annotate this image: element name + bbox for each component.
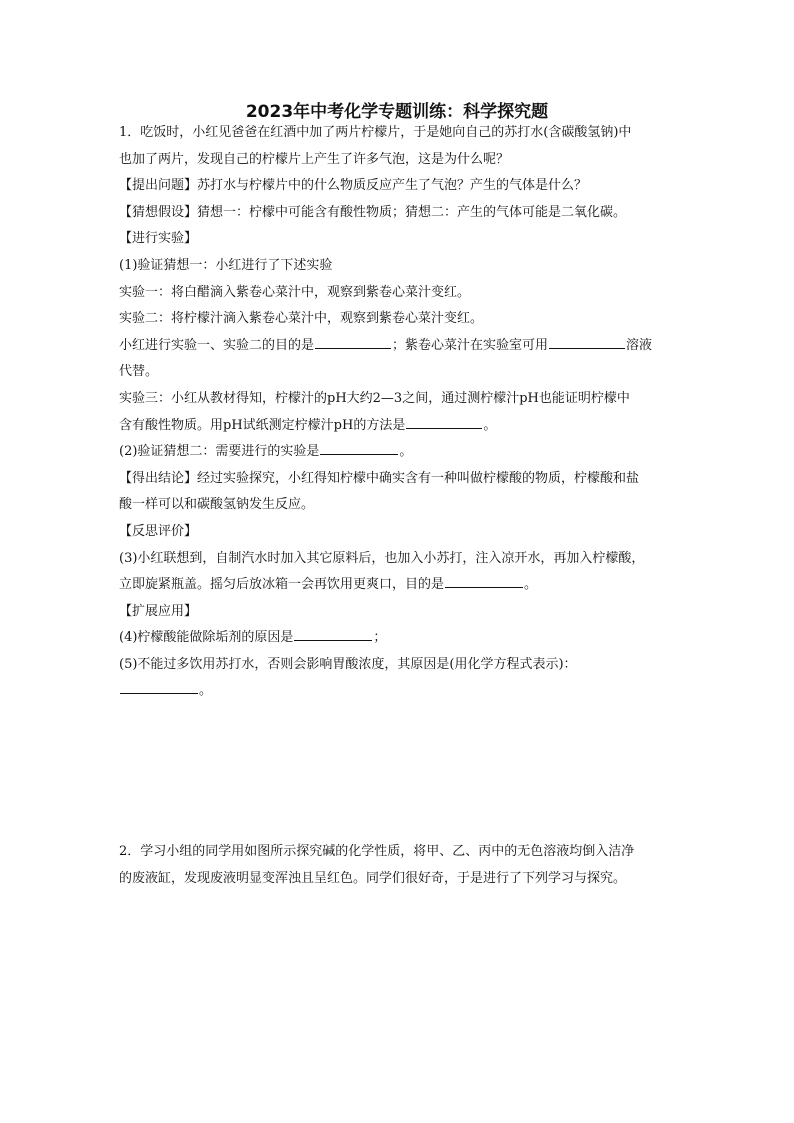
q1-line-9 xyxy=(119,333,681,360)
q1-line-9-text-c: 溶液 xyxy=(626,337,653,353)
q1-line-21: (5)不能过多饮用苏打水，否则会影响胃酸浓度，其原因是(用化学方程式表示)： xyxy=(119,656,577,672)
answer-blank-2[interactable] xyxy=(549,334,625,349)
q1-line-1: 1．吃饭时，小红见爸爸在红酒中加了两片柠檬片，于是她向自己的苏打水(含碳酸氢钠)中 xyxy=(119,125,632,140)
q2-line-2: 的废液缸，发现废液明显变浑浊且呈红色。同学们很好奇，于是进行了下列学习与探究。 xyxy=(119,870,627,886)
q2-line-1: 2．学习小组的同学用如图所示探究碱的化学性质，将甲、乙、丙中的无色溶液均倒入洁净 xyxy=(119,844,635,860)
q1-section-reflection: 【反思评价】 xyxy=(119,523,198,539)
q1-line-7: 实验一：将白醋滴入紫卷心菜汁中，观察到紫卷心菜汁变红。 xyxy=(119,284,471,300)
q1-line-13 xyxy=(119,439,681,466)
q1-line-8: 实验二：将柠檬汁滴入紫卷心菜汁中，观察到紫卷心菜汁变红。 xyxy=(119,311,484,327)
q1-line-3: 【提出问题】苏打水与柠檬片中的什么物质反应产生了气泡？产生的气体是什么？ xyxy=(119,178,588,194)
q1-line-20-text-b: ； xyxy=(373,630,387,646)
q1-line-9-text-b: ；紫卷心菜汁在实验室可用 xyxy=(392,337,549,353)
vertical-gap xyxy=(119,705,681,839)
q1-line-18-text-a: 立即旋紧瓶盖。摇匀后放冰箱一会再饮用更爽口，目的是 xyxy=(119,577,445,593)
q1-line-22 xyxy=(119,678,681,705)
q1-section-application: 【扩展应用】 xyxy=(119,603,198,619)
q1-section-experiment: 【进行实验】 xyxy=(119,231,198,247)
answer-blank-1[interactable] xyxy=(315,334,391,349)
answer-blank-3[interactable] xyxy=(406,414,482,429)
q1-line-12-text-a: 含有酸性物质。用pH试纸测定柠檬汁pH的方法是 xyxy=(119,417,406,433)
q1-line-6: (1)验证猜想一：小红进行了下述实验 xyxy=(119,257,333,273)
q1-line-20-text-a: (4)柠檬酸能做除垢剂的原因是 xyxy=(119,630,294,646)
q1-line-12-text-b: 。 xyxy=(483,417,497,433)
page-title: 2023年中考化学专题训练：科学探究题 xyxy=(245,102,549,122)
q1-line-13-text-a: (2)验证猜想二：需要进行的实验是 xyxy=(119,444,320,460)
q1-line-2: 也加了两片，发现自己的柠檬片上产生了许多气泡，这是为什么呢？ xyxy=(119,151,510,167)
answer-blank-7[interactable] xyxy=(120,679,198,694)
answer-blank-6[interactable] xyxy=(294,626,372,641)
q1-line-11: 实验三：小红从教材得知，柠檬汁的pH大约2—3之间，通过测柠檬汁pH也能证明柠檬中 xyxy=(119,390,630,406)
q1-line-18-text-b: 。 xyxy=(524,577,538,593)
q1-line-4: 【猜想假设】猜想一：柠檬中可能含有酸性物质；猜想二：产生的气体可能是二氧化碳。 xyxy=(119,204,627,220)
q1-line-20 xyxy=(119,625,681,652)
q1-line-9-text-a: 小红进行实验一、实验二的目的是 xyxy=(119,337,315,353)
answer-blank-5[interactable] xyxy=(445,573,523,588)
answer-blank-4[interactable] xyxy=(320,440,398,455)
q1-line-22-text-b: 。 xyxy=(199,683,213,699)
q1-line-13-text-b: 。 xyxy=(399,444,413,460)
q1-line-17: (3)小红联想到，自制汽水时加入其它原料后，也加入小苏打，注入凉开水，再加入柠檬酸， xyxy=(119,550,645,566)
q1-line-12 xyxy=(119,413,681,440)
q1-line-15: 酸一样可以和碳酸氢钠发生反应。 xyxy=(119,497,315,513)
document-body xyxy=(119,120,681,892)
q1-line-14: 【得出结论】经过实验探究，小红得知柠檬中确实含有一种叫做柠檬酸的物质，柠檬酸和盐 xyxy=(119,470,640,486)
q1-line-10: 代替。 xyxy=(119,364,159,380)
q1-line-18 xyxy=(119,572,681,599)
